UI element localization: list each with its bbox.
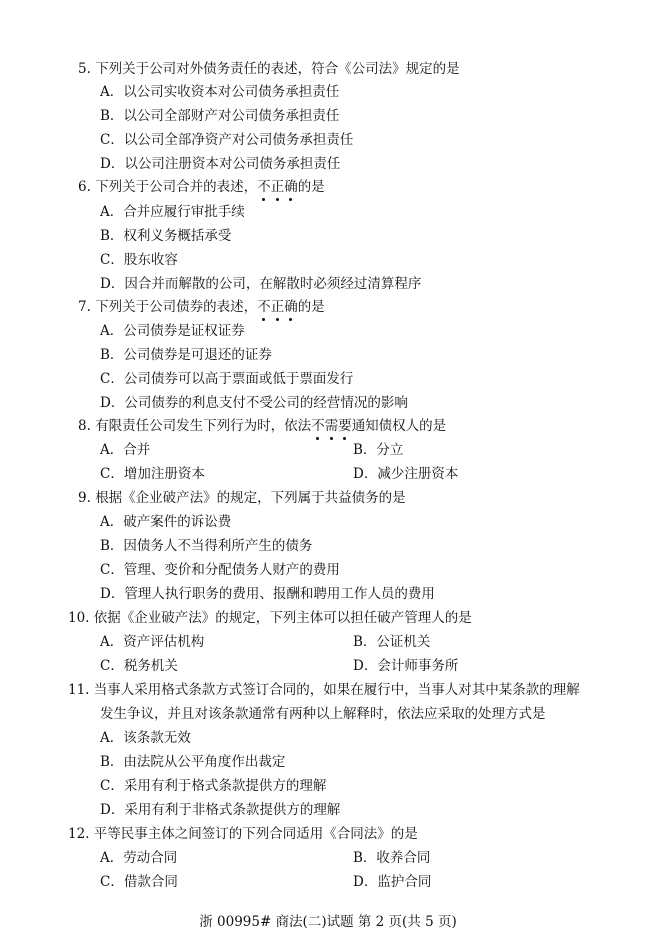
option-d: D．采用有利于非格式条款提供方的理解 — [100, 802, 341, 818]
emphasis-char: 不 — [311, 418, 325, 434]
emphasis-char: 要 — [338, 418, 352, 434]
option-c: C．股东收容 — [100, 252, 178, 268]
option-b: B．以公司全部财产对公司债务承担责任 — [100, 108, 340, 124]
option-a: A．合并 — [100, 442, 151, 458]
option-d: D．减少注册资本 — [353, 466, 459, 482]
question-number: 12. — [68, 826, 90, 842]
option-d: D．以公司注册资本对公司债务承担责任 — [100, 156, 341, 172]
question-text: 通知债权人的是 — [351, 418, 447, 434]
option-b: B．因债务人不当得利所产生的债务 — [100, 538, 313, 554]
question-12 — [68, 825, 418, 843]
question-text: 的是 — [297, 179, 325, 195]
option-d: D．监护合同 — [353, 874, 432, 890]
question-text: 根据《企业破产法》的规定，下列属于共益债务的是 — [95, 490, 406, 506]
question-5 — [78, 60, 460, 78]
question-number: 10. — [68, 610, 90, 626]
emphasis-char: 需 — [324, 418, 339, 434]
question-number: 11. — [68, 682, 90, 698]
question-text: 依据《企业破产法》的规定，下列主体可以担任破产管理人的是 — [93, 610, 472, 626]
option-a: A．公司债券是证权证券 — [100, 323, 245, 339]
emphasis-char: 正 — [270, 299, 285, 315]
question-8 — [78, 417, 446, 435]
option-d: D．因合并而解散的公司，在解散时必须经过清算程序 — [100, 276, 422, 292]
question-text-continued: 发生争议，并且对该条款通常有两种以上解释时，依法应采取的处理方式是 — [100, 706, 546, 722]
question-11 — [68, 681, 580, 699]
emphasis-char: 确 — [284, 179, 298, 195]
emphasis-char: 不 — [257, 299, 271, 315]
option-c: C．采用有利于格式条款提供方的理解 — [100, 778, 327, 794]
option-b: B．分立 — [353, 442, 404, 458]
option-d: D．会计师事务所 — [353, 658, 459, 674]
question-7 — [78, 298, 325, 316]
question-text: 下列关于公司对外债务责任的表述，符合《公司法》规定的是 — [95, 61, 460, 77]
question-text: 平等民事主体之间签订的下列合同适用《合同法》的是 — [93, 826, 418, 842]
question-number: 7. — [78, 299, 91, 315]
question-number: 5. — [78, 61, 91, 77]
option-c: C．公司债券可以高于票面或低于票面发行 — [100, 371, 354, 387]
emphasis-char: 不 — [257, 179, 271, 195]
question-text: 有限责任公司发生下列行为时，依法 — [95, 418, 312, 434]
question-10 — [68, 609, 472, 627]
option-a: A．资产评估机构 — [100, 634, 205, 650]
emphasis-char: 正 — [270, 179, 285, 195]
option-a: A．该条款无效 — [100, 730, 191, 746]
emphasis-char: 确 — [284, 299, 298, 315]
question-text: 当事人采用格式条款方式签订合同的，如果在履行中，当事人对其中某条款的理解 — [93, 682, 580, 698]
option-a: A．破产案件的诉讼费 — [100, 514, 232, 530]
option-c: C．税务机关 — [100, 658, 178, 674]
option-c: C．借款合同 — [100, 874, 178, 890]
question-text: 下列关于公司合并的表述， — [95, 179, 258, 195]
option-a: A．以公司实收资本对公司债务承担责任 — [100, 84, 340, 100]
option-d: D．管理人执行职务的费用、报酬和聘用工作人员的费用 — [100, 586, 435, 602]
option-d: D．公司债券的利息支付不受公司的经营情况的影响 — [100, 395, 408, 411]
option-b: B．收养合同 — [353, 850, 431, 866]
option-a: A．合并应履行审批手续 — [100, 204, 245, 220]
option-c: C．以公司全部净资产对公司债务承担责任 — [100, 132, 354, 148]
question-number: 6. — [78, 179, 91, 195]
page-footer: 浙 00995# 商法(二)试题 第 2 页(共 5 页) — [199, 914, 457, 930]
option-b: B．权利义务概括承受 — [100, 228, 232, 244]
option-b: B．由法院从公平角度作出裁定 — [100, 754, 286, 770]
option-c: C．管理、变价和分配债务人财产的费用 — [100, 562, 340, 578]
question-number: 8. — [78, 418, 91, 434]
option-b: B．公证机关 — [353, 634, 431, 650]
question-6 — [78, 178, 325, 196]
option-a: A．劳动合同 — [100, 850, 178, 866]
question-text: 下列关于公司债券的表述， — [95, 299, 258, 315]
question-9 — [78, 489, 406, 507]
option-b: B．公司债券是可退还的证券 — [100, 347, 272, 363]
question-text: 的是 — [297, 299, 325, 315]
question-number: 9. — [78, 490, 91, 506]
option-c: C．增加注册资本 — [100, 466, 205, 482]
